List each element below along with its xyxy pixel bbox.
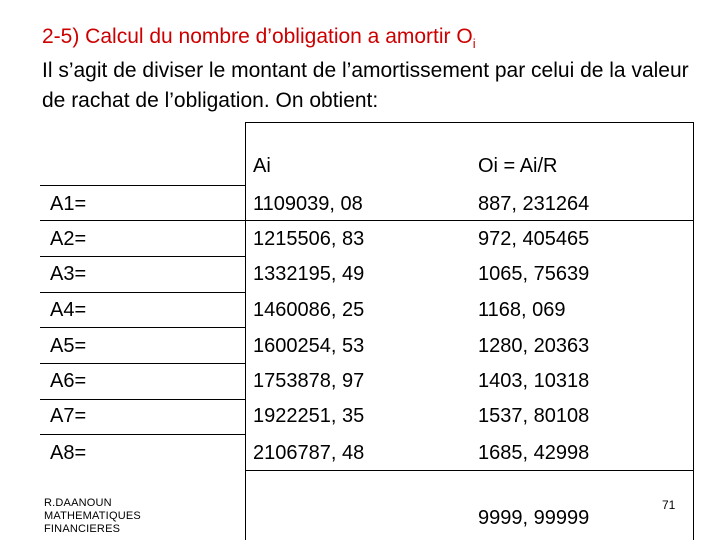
row-label: A6=: [50, 370, 87, 392]
table-row-rule: [40, 399, 245, 400]
cell-oi: 1168, 069: [478, 299, 566, 321]
table-border-right: [693, 122, 694, 540]
table-rule-sum: [245, 470, 694, 471]
table-row-rule: [40, 327, 245, 328]
cell-ai: 1460086, 25: [253, 299, 365, 321]
row-label: A8=: [50, 442, 87, 464]
table-row-rule: [40, 220, 245, 221]
row-label: A5=: [50, 335, 87, 357]
cell-ai: 1109039, 08: [253, 193, 363, 215]
cell-ai: 2106787, 48: [253, 442, 365, 464]
intro-paragraph: Il s’agit de diviser le montant de l’amortissement par celui de la valeur de rachat de l’obligation. On obtient:: [42, 59, 689, 112]
row-label: A3=: [50, 263, 87, 285]
row-label: A2=: [50, 228, 87, 250]
cell-ai: 1332195, 49: [253, 263, 365, 285]
cell-oi: 972, 405465: [478, 228, 590, 250]
footer-author: [44, 497, 194, 536]
table-row-rule: [40, 434, 245, 435]
footer-author-name: R.DAANOUN: [44, 497, 112, 509]
table-rule-mid: [245, 220, 694, 221]
page-number: 71: [662, 498, 676, 512]
column-header-ai: Ai: [253, 155, 271, 177]
slide-title: [42, 24, 712, 57]
cell-oi: 1065, 75639: [478, 263, 590, 285]
cell-ai: 1600254, 53: [253, 335, 365, 357]
footer-subject: MATHEMATIQUES: [44, 510, 141, 522]
cell-oi: 1403, 10318: [478, 370, 590, 392]
table-border-left: [245, 122, 246, 540]
table-row-rule: [40, 256, 245, 257]
row-label: A7=: [50, 405, 87, 427]
cell-oi: 1537, 80108: [478, 405, 590, 427]
table-header-rule: [40, 185, 245, 186]
slide-title-text: 2-5) Calcul du nombre d’obligation a amortir O: [42, 25, 473, 48]
table-row-rule: [40, 292, 245, 293]
table-row-rule: [40, 363, 245, 364]
total-oi: 9999, 99999: [478, 507, 590, 529]
table-border-top: [245, 122, 694, 123]
cell-oi: 887, 231264: [478, 193, 590, 215]
cell-oi: 1280, 20363: [478, 335, 590, 357]
row-label: A1=: [50, 193, 87, 215]
cell-oi: 1685, 42998: [478, 442, 590, 464]
footer-subject-cont: FINANCIERES: [44, 523, 121, 535]
row-label: A4=: [50, 299, 87, 321]
cell-ai: 1215506, 83: [253, 228, 365, 250]
slide-title-subscript: i: [472, 36, 476, 52]
column-header-oi: Oi = Ai/R: [478, 155, 558, 177]
cell-ai: 1922251, 35: [253, 405, 365, 427]
cell-ai: 1753878, 97: [253, 370, 365, 392]
